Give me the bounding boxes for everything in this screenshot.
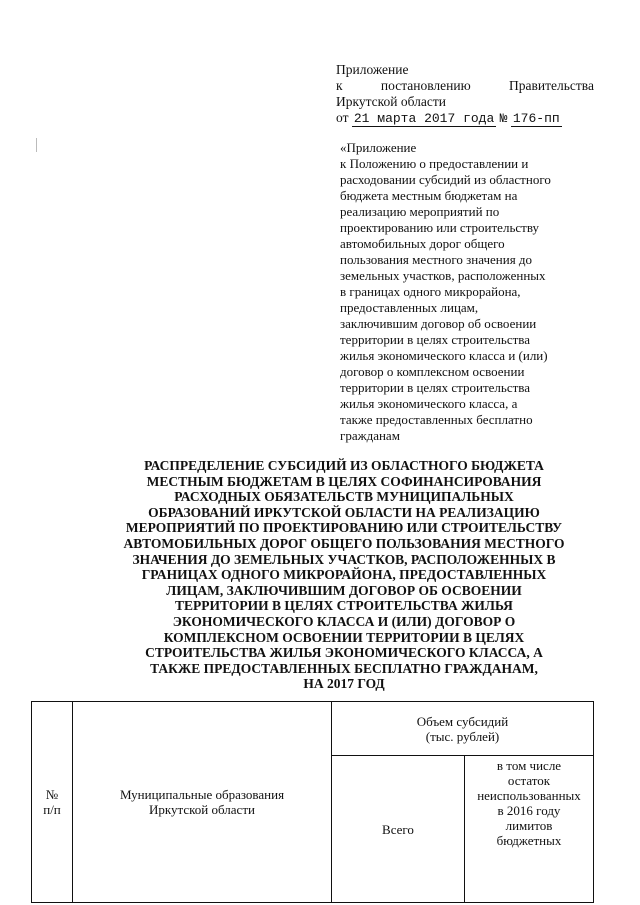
approval-line: реализацию мероприятий по — [340, 204, 500, 219]
approval-line: расходовании субсидий из областного — [340, 172, 551, 187]
header-mo-line-1: Муниципальные образования — [119, 787, 285, 802]
header-word-postanovleniyu: постановлению — [380, 78, 471, 93]
header-line-4 — [336, 110, 594, 127]
incl-line-2: остаток — [507, 773, 551, 788]
header-mo-line-2: Иркутской области — [149, 802, 255, 817]
header-line-1: Приложение — [336, 62, 409, 77]
header-cell-including — [465, 756, 594, 903]
header-word-k: к — [336, 78, 343, 93]
title-line: МЕРОПРИЯТИЙ ПО ПРОЕКТИРОВАНИЮ ИЛИ СТРОИТЕЛЬСТВУ — [125, 520, 563, 536]
document-title — [108, 458, 580, 692]
header-num-sign: № — [45, 787, 59, 802]
header-line-3: Иркутской области — [336, 94, 447, 109]
scan-mark — [36, 138, 37, 152]
title-line: ТЕРРИТОРИИ В ЦЕЛЯХ СТРОИТЕЛЬСТВА ЖИЛЬЯ — [175, 598, 513, 614]
approval-line: жилья экономического класса и (или) — [340, 348, 548, 363]
approval-line: территории в целях строительства — [340, 332, 531, 347]
approval-line: земельных участков, расположенных — [340, 268, 546, 283]
header-number: 176-пп — [512, 111, 560, 126]
incl-line-6: бюджетных — [496, 833, 562, 848]
approval-line: проектированию или строительству — [340, 220, 540, 235]
approval-line: автомобильных дорог общего — [340, 236, 505, 251]
header-word-pravitelstva: Правительства — [509, 78, 594, 93]
title-line: КОМПЛЕКСНОМ ОСВОЕНИИ ТЕРРИТОРИИ В ЦЕЛЯХ — [163, 629, 525, 645]
attachment-note — [340, 140, 590, 444]
header-number-sign: № — [499, 111, 508, 126]
approval-line: территории в целях строительства — [340, 380, 531, 395]
approval-line: «Приложение — [340, 140, 417, 155]
title-line: РАСПРЕДЕЛЕНИЕ СУБСИДИЙ ИЗ ОБЛАСТНОГО БЮДЖЕТА — [144, 458, 544, 473]
title-line: ОБРАЗОВАНИЙ ИРКУТСКОЙ ОБЛАСТИ НА РЕАЛИЗАЦИЮ — [148, 504, 540, 520]
title-line: ЭКОНОМИЧЕСКОГО КЛАССА И (ИЛИ) ДОГОВОР О — [172, 613, 516, 629]
approval-line: в границах одного микрорайона, — [340, 284, 521, 299]
title-line: МЕСТНЫМ БЮДЖЕТАМ В ЦЕЛЯХ СОФИНАНСИРОВАНИЯ — [146, 473, 542, 489]
header-cell-volume — [332, 702, 594, 756]
approval-line: заключившим договор об освоении — [340, 316, 537, 331]
incl-line-1: в том числе — [496, 758, 562, 773]
incl-line-3: неиспользованных — [477, 788, 581, 803]
approval-line: договор о комплексном освоении — [340, 364, 525, 379]
subsidy-table — [31, 701, 594, 903]
approval-line: также предоставленных бесплатно — [340, 412, 533, 427]
title-line: НА 2017 ГОД — [303, 676, 385, 692]
title-line: РАСХОДНЫХ ОБЯЗАТЕЛЬСТВ МУНИЦИПАЛЬНЫХ — [174, 489, 514, 505]
resolution-header — [336, 62, 594, 127]
approval-line: предоставленных лицам, — [340, 300, 479, 315]
title-line: ЛИЦАМ, ЗАКЛЮЧИВШИМ ДОГОВОР ОБ ОСВОЕНИИ — [166, 582, 522, 598]
header-cell-total: Всего — [332, 756, 465, 903]
approval-line: к Положению о предоставлении и — [340, 156, 529, 171]
header-volume-line-2: (тыс. рублей) — [425, 728, 500, 744]
approval-line: жилья экономического класса, а — [340, 396, 518, 411]
title-line: АВТОМОБИЛЬНЫХ ДОРОГ ОБЩЕГО ПОЛЬЗОВАНИЯ МЕСТНОГО — [123, 535, 565, 551]
header-volume-line-1: Объем субсидий — [416, 713, 509, 729]
title-line: ЗНАЧЕНИЯ ДО ЗЕМЕЛЬНЫХ УЧАСТКОВ, РАСПОЛОЖЕННЫХ В — [132, 551, 556, 567]
header-num-pp: п/п — [43, 802, 61, 817]
header-date-prefix: от — [336, 110, 349, 125]
header-line-2 — [336, 78, 594, 94]
title-line: ТАКЖЕ ПРЕДОСТАВЛЕННЫХ БЕСПЛАТНО ГРАЖДАНАМ, — [150, 660, 538, 676]
header-cell-municipality — [73, 702, 332, 903]
approval-line: бюджета местным бюджетам на — [340, 188, 518, 203]
incl-line-4: в 2016 году — [497, 803, 561, 818]
header-date: 21 марта 2017 года — [353, 111, 495, 126]
header-cell-number — [32, 702, 73, 903]
title-line: ГРАНИЦАХ ОДНОГО МИКРОРАЙОНА, ПРЕДОСТАВЛЕННЫХ — [141, 567, 547, 583]
approval-line: гражданам — [340, 428, 400, 443]
approval-line: пользования местного значения до — [340, 252, 533, 267]
title-line: СТРОИТЕЛЬСТВА ЖИЛЬЯ ЭКОНОМИЧЕСКОГО КЛАССА, А — [145, 645, 543, 661]
incl-line-5: лимитов — [505, 818, 553, 833]
